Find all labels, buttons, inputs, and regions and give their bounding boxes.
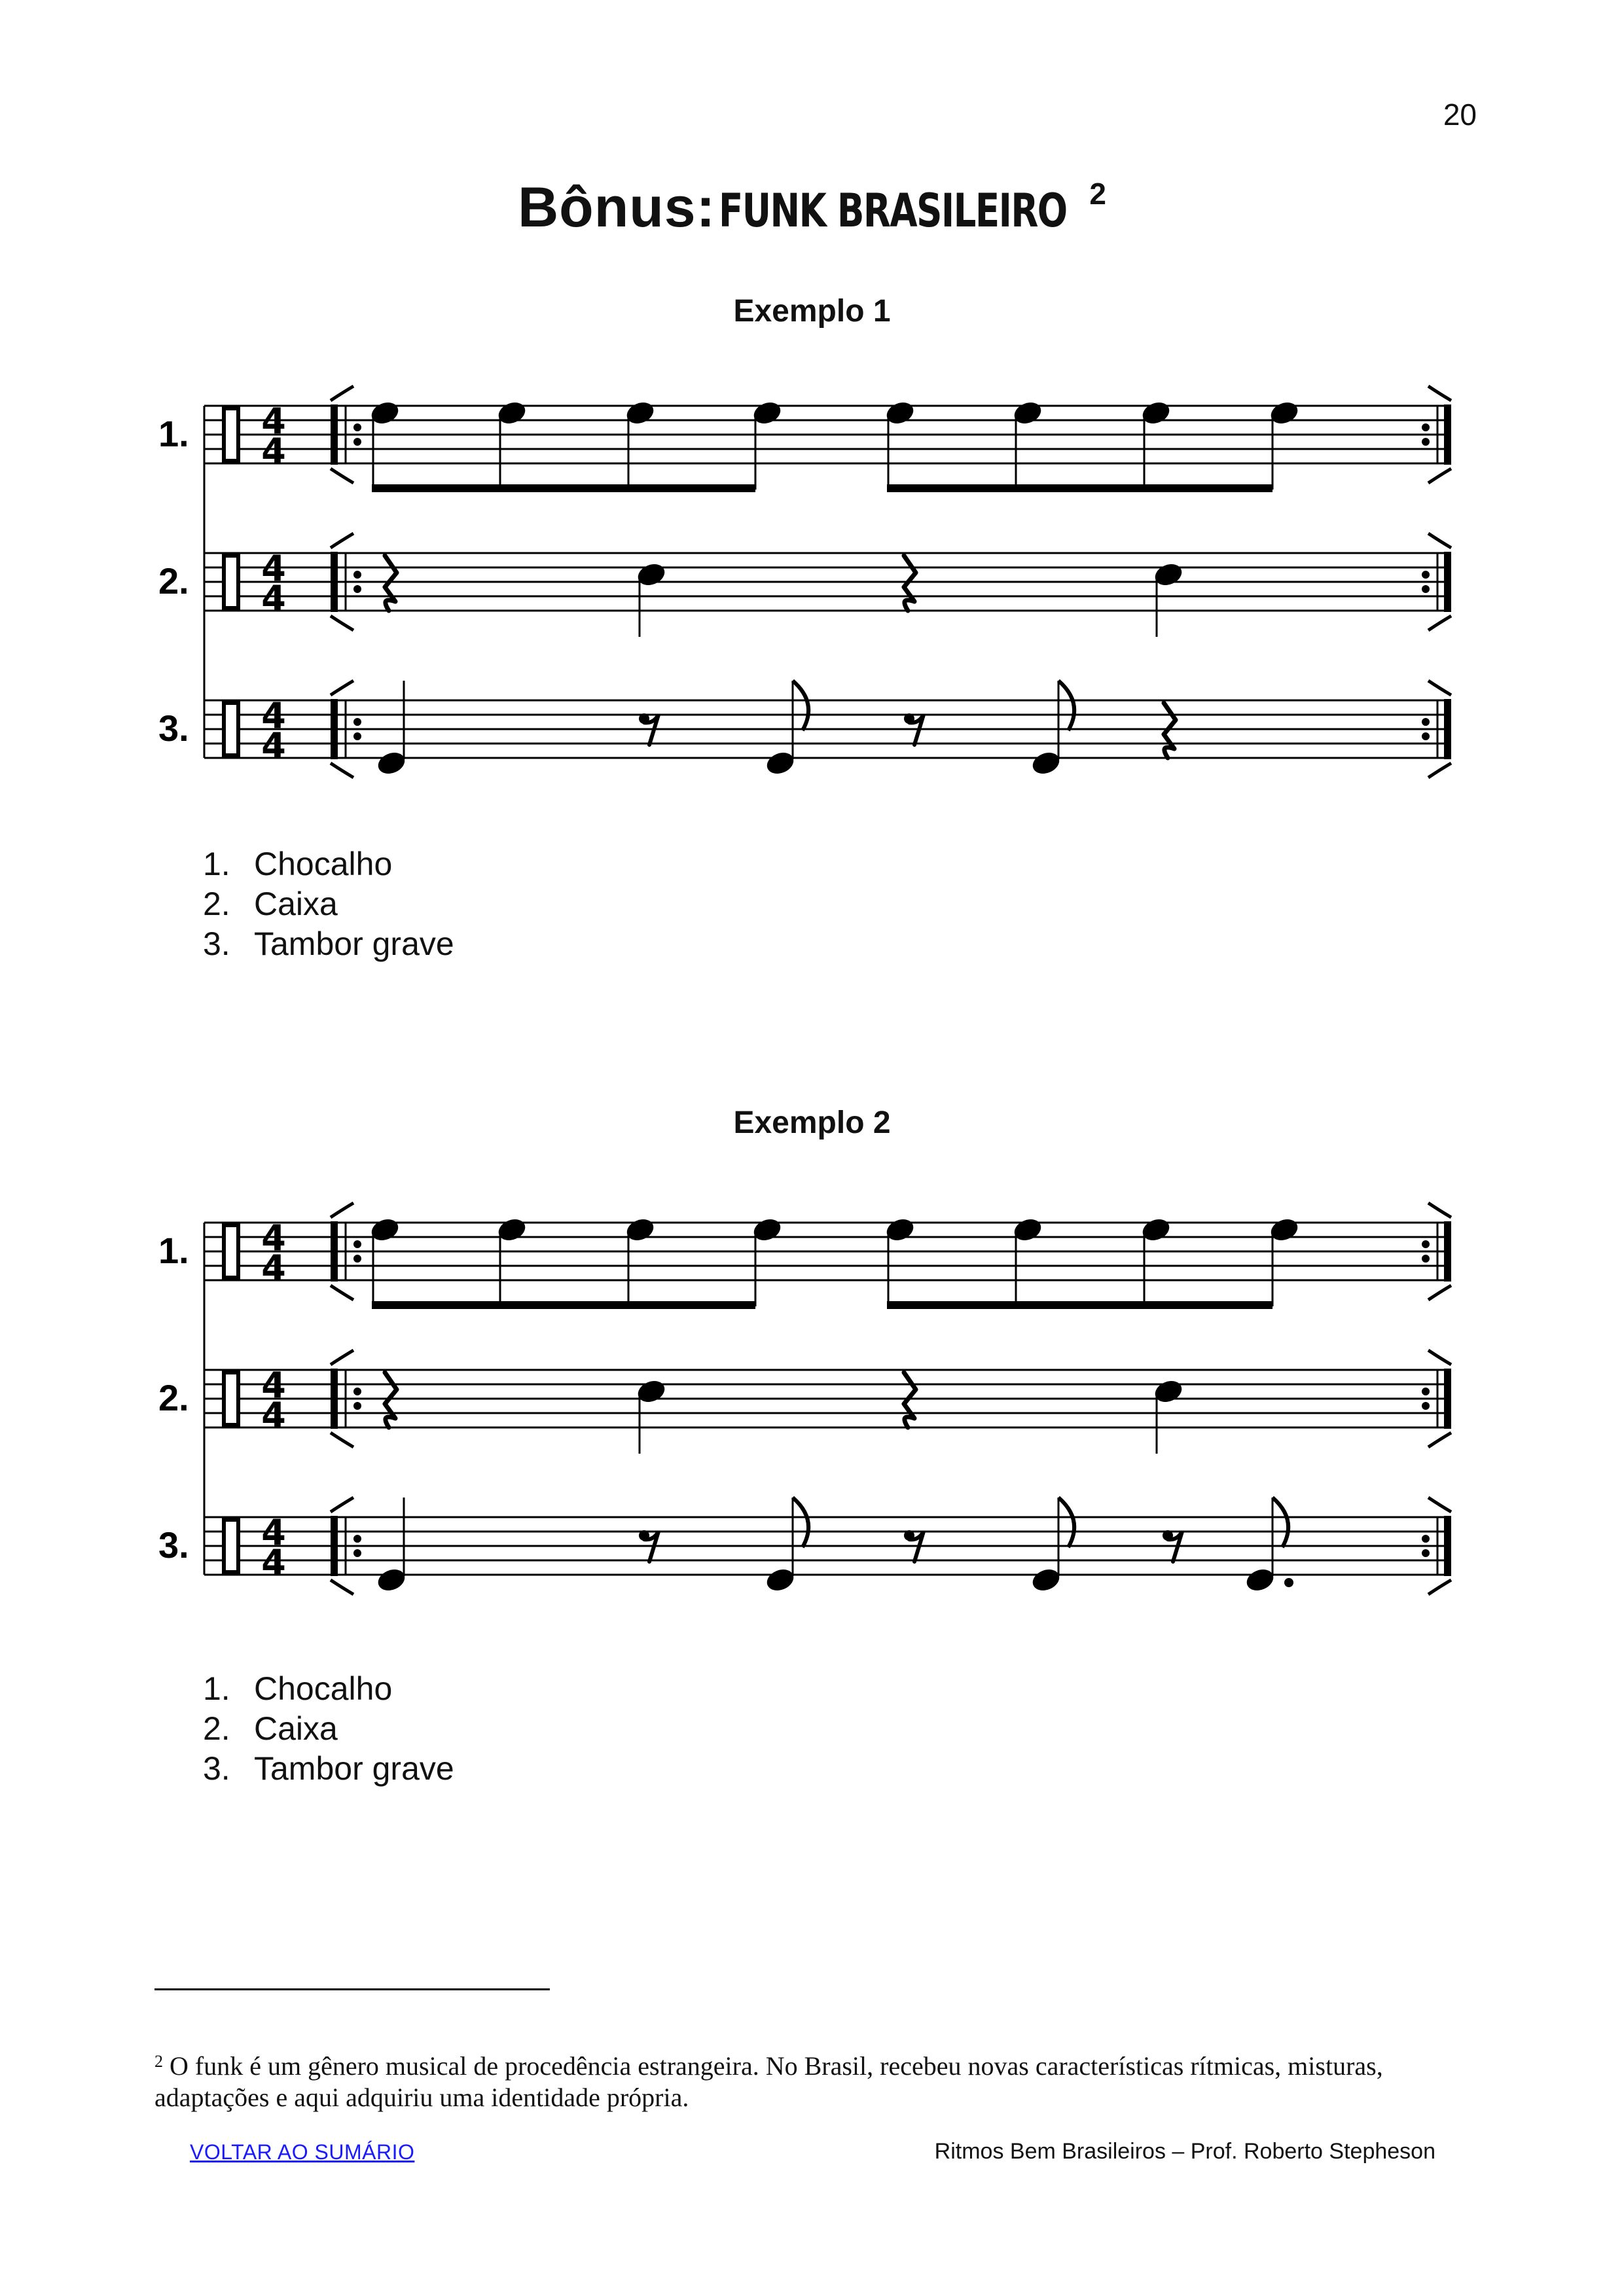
repeat-bracket-bottom: [331, 1285, 353, 1300]
repeat-dot: [353, 718, 361, 726]
legend-item-label: Tambor grave: [254, 925, 454, 962]
legend-item: 1. Chocalho: [203, 1669, 454, 1709]
time-signature-top: 4: [261, 1512, 286, 1553]
repeat-dot: [1422, 718, 1430, 726]
repeat-bracket-bottom: [1428, 616, 1451, 630]
legend-item: 2. Caixa: [203, 1709, 454, 1749]
time-signature-top: 4: [261, 548, 286, 589]
repeat-end-thick: [1444, 404, 1451, 465]
repeat-end-thick: [1444, 1369, 1451, 1429]
title-footnote-ref: 2: [1089, 177, 1106, 211]
repeat-bracket-top: [331, 386, 353, 401]
legend-item-label: Tambor grave: [254, 1750, 454, 1787]
repeat-bracket-top: [1428, 386, 1451, 401]
repeat-start-thick: [331, 699, 338, 759]
note-beam: [887, 1301, 1272, 1309]
quarter-rest: [904, 1372, 916, 1427]
repeat-bracket-top: [1428, 533, 1451, 548]
staff-label: 2.: [158, 1377, 189, 1418]
time-signature-bottom: 4: [261, 1395, 286, 1436]
legend-item: 1. Chocalho: [203, 844, 454, 884]
legend-item-label: Caixa: [254, 886, 338, 922]
repeat-dot: [353, 1535, 361, 1543]
repeat-bracket-top: [331, 1350, 353, 1365]
note-flag: [1058, 1498, 1074, 1547]
repeat-dot: [353, 732, 361, 740]
staff-label: 2.: [158, 560, 189, 601]
repeat-dot: [353, 1255, 361, 1263]
quarter-rest: [385, 556, 397, 611]
repeat-dot: [1422, 1240, 1430, 1248]
legend-item-label: Chocalho: [254, 846, 393, 882]
repeat-end-thick: [1444, 699, 1451, 759]
repeat-bracket-bottom: [1428, 763, 1451, 778]
repeat-bracket-top: [331, 1498, 353, 1512]
repeat-bracket-bottom: [1428, 469, 1451, 483]
repeat-dot: [353, 571, 361, 579]
repeat-dot: [353, 438, 361, 446]
time-signature-top: 4: [261, 401, 286, 442]
title-lead: Bônus:: [518, 176, 716, 239]
legend-example-1: [203, 844, 454, 964]
staff-eighths: [158, 386, 1451, 492]
time-signature-bottom: 4: [261, 431, 286, 472]
repeat-bracket-top: [1428, 1498, 1451, 1512]
staff-caixa: [158, 1350, 1451, 1454]
repeat-bracket-top: [331, 533, 353, 548]
time-signature-bottom: 4: [261, 725, 286, 766]
repeat-end-thick: [1444, 552, 1451, 612]
staff-label: 3.: [158, 1524, 189, 1566]
quarter-rest: [385, 1372, 397, 1427]
note-beam: [372, 1301, 755, 1309]
legend-item: 3. Tambor grave: [203, 1749, 454, 1789]
repeat-dot: [1422, 1402, 1430, 1410]
repeat-bracket-bottom: [331, 1580, 353, 1594]
time-signature-bottom: 4: [261, 578, 286, 619]
footnote-rule: [154, 1988, 550, 1990]
staff-label: 1.: [158, 1230, 189, 1271]
staff-tambor: [158, 681, 1451, 778]
repeat-bracket-bottom: [331, 1433, 353, 1447]
repeat-dot: [353, 1402, 361, 1410]
repeat-bracket-top: [1428, 1350, 1451, 1365]
footnote: [154, 2046, 1483, 2113]
staff-label: 1.: [158, 413, 189, 454]
repeat-start-thick: [331, 552, 338, 612]
repeat-bracket-bottom: [331, 469, 353, 483]
page-number: 20: [1443, 98, 1477, 132]
augmentation-dot: [1284, 1578, 1293, 1587]
repeat-end-thick: [1444, 1516, 1451, 1576]
page-title: [0, 175, 1624, 240]
repeat-bracket-bottom: [331, 616, 353, 630]
staff-tambor2: [158, 1498, 1451, 1594]
repeat-dot: [1422, 438, 1430, 446]
note-flag: [1058, 681, 1074, 730]
percussion-clef-icon: [224, 1520, 238, 1572]
repeat-dot: [1422, 1535, 1430, 1543]
repeat-dot: [353, 1549, 361, 1557]
score-example-1: [0, 373, 1624, 818]
time-signature-top: 4: [261, 695, 286, 736]
repeat-start-thick: [331, 1369, 338, 1429]
legend-example-2: [203, 1669, 454, 1789]
repeat-dot: [1422, 585, 1430, 593]
note-beam: [887, 484, 1272, 492]
repeat-bracket-top: [1428, 681, 1451, 695]
repeat-end-thick: [1444, 1221, 1451, 1282]
score-example-2: [0, 1190, 1624, 1635]
repeat-bracket-top: [331, 1203, 353, 1217]
legend-item: 3. Tambor grave: [203, 924, 454, 964]
legend-item-label: Caixa: [254, 1710, 338, 1747]
repeat-dot: [353, 1388, 361, 1395]
note-flag: [793, 681, 808, 730]
percussion-clef-icon: [224, 408, 238, 461]
time-signature-bottom: 4: [261, 1542, 286, 1583]
staff-caixa: [158, 533, 1451, 637]
repeat-dot: [1422, 1549, 1430, 1557]
repeat-dot: [353, 423, 361, 431]
footnote-text: O funk é um gênero musical de procedência estrangeira. No Brasil, recebeu novas características rítmicas, misturas, adaptações e aqui adquiriu uma identidade própria.: [154, 2051, 1383, 2112]
time-signature-top: 4: [261, 1365, 286, 1406]
repeat-bracket-top: [331, 681, 353, 695]
repeat-bracket-bottom: [1428, 1433, 1451, 1447]
repeat-bracket-bottom: [331, 763, 353, 778]
repeat-bracket-bottom: [1428, 1285, 1451, 1300]
percussion-clef-icon: [224, 1372, 238, 1425]
footer-credit: Ritmos Bem Brasileiros – Prof. Roberto Stepheson: [934, 2139, 1435, 2164]
quarter-rest: [904, 556, 916, 611]
back-to-summary-link[interactable]: VOLTAR AO SUMÁRIO: [190, 2140, 415, 2164]
staff-eighths: [158, 1203, 1451, 1309]
time-signature-bottom: 4: [261, 1247, 286, 1289]
legend-item-label: Chocalho: [254, 1670, 393, 1707]
percussion-clef-icon: [224, 703, 238, 755]
percussion-clef-icon: [224, 1225, 238, 1278]
title-main: FUNK BRASILEIRO: [718, 184, 1067, 238]
repeat-dot: [353, 1240, 361, 1248]
repeat-start-thick: [331, 1221, 338, 1282]
example-1-title: Exemplo 1: [733, 294, 891, 329]
repeat-dot: [1422, 423, 1430, 431]
note-beam: [372, 484, 755, 492]
note-flag: [1272, 1498, 1288, 1547]
example-2-title: Exemplo 2: [733, 1105, 891, 1140]
footnote-mark: 2: [154, 2052, 163, 2071]
repeat-start-thick: [331, 1516, 338, 1576]
repeat-start-thick: [331, 404, 338, 465]
note-flag: [793, 1498, 808, 1547]
staff-label: 3.: [158, 708, 189, 749]
repeat-dot: [353, 585, 361, 593]
legend-item: 2. Caixa: [203, 884, 454, 924]
percussion-clef-icon: [224, 556, 238, 608]
repeat-dot: [1422, 1255, 1430, 1263]
repeat-bracket-top: [1428, 1203, 1451, 1217]
repeat-dot: [1422, 571, 1430, 579]
quarter-rest: [1164, 703, 1176, 758]
repeat-dot: [1422, 732, 1430, 740]
time-signature-top: 4: [261, 1217, 286, 1259]
repeat-bracket-bottom: [1428, 1580, 1451, 1594]
repeat-dot: [1422, 1388, 1430, 1395]
